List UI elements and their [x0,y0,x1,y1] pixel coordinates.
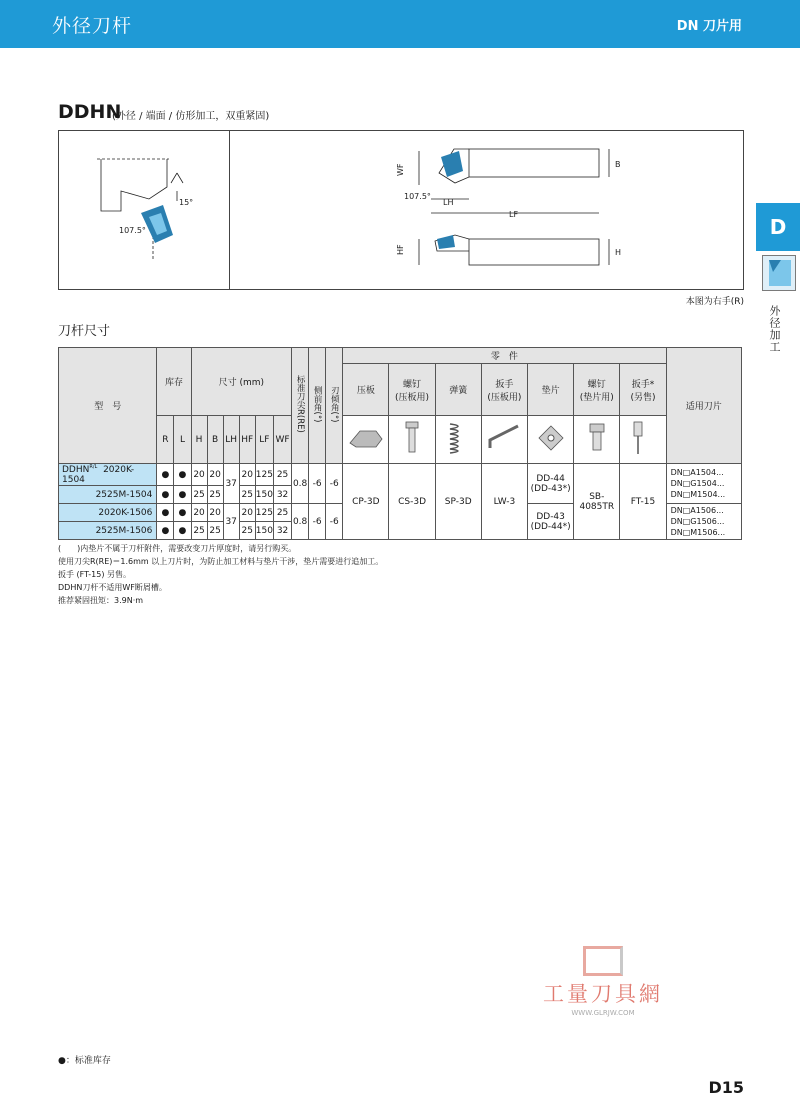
page-title: 外径刀杆 [52,15,133,37]
angle-107-label-left: 107.5° [119,226,146,235]
table-row: 2525M-1504 ● ● 25 25 25 150 32 [59,486,742,504]
col-inclination: 刃倾角(°) [326,348,343,464]
note-line: ( )内垫片不属于刀杆附件，需要改变刀片厚度时，请另行购买。 [58,544,297,553]
table-row: $DDHN^{R/L}$ 2020K-1504 ● ● 20 20 37 20 125 25 0.8 -6 -6 CP-3D CS-3D SP-3D LW-3 DD-44 (DD-43*) SB-4085TR FT-15 DN□A1504... DN□G1504... DN□M1504... [59,464,742,486]
col-model: 型 号 [59,348,157,464]
part-wrench-header: 扳手 (压板用) [481,364,527,416]
hex-wrench-icon [481,416,527,464]
hf-label: HF [396,244,405,255]
chapter-label: 外径加工 [768,305,781,353]
shim-screw-icon [574,416,620,464]
turning-tool-icon [762,255,796,291]
table-row: 2020K-1506 ● ● 20 20 37 20 125 25 0.8 -6 -6 DD-43 (DD-44*) DN□A1506... DN□G1506... DN□M1506... [59,504,742,522]
tool-diagram [58,130,744,290]
part-spring-header: 弹簧 [435,364,481,416]
note-line: 推荐紧固扭矩：3.9N·m [58,596,144,605]
model-cell: $DDHN^{R/L}$ 2020K-1504 [59,464,157,486]
part-clamp-header: 压板 [343,364,389,416]
table-notes [58,542,383,607]
insert-shape-top [441,151,463,177]
part-screw-header: 螺钉 (压板用) [389,364,435,416]
dim-hf-header: HF [239,416,255,464]
note-line: 扳手 (FT-15) 另售。 [58,570,132,579]
model-description: (外径 / 端面 / 仿形加工，双重紧固) [112,111,270,122]
diagram-note: 本图为右手(R) [685,297,744,307]
torx-wrench-icon [620,416,666,464]
dim-h-header: H [191,416,207,464]
watermark [538,946,668,1017]
dim-lf-header: LF [255,416,273,464]
insert-shape-side [437,235,455,249]
page-number: D15 [708,1078,744,1097]
dim-wf-header: WF [274,416,292,464]
watermark-url: WWW.GLRJW.COM [571,1009,635,1017]
col-parts: 零 件 [343,348,666,364]
angle-107-label-right: 107.5° [404,192,431,201]
spring-icon [435,416,481,464]
part-shim-header: 垫片 [528,364,574,416]
stock-r-header: R [157,416,174,464]
stock-legend: ●：标准库存 [58,1056,111,1066]
page-header [0,0,800,48]
angle-15-label: 15° [179,198,194,207]
col-dimensions: 尺寸 (mm) [191,348,292,416]
watermark-logo-icon [583,946,623,976]
dim-lh-header: LH [223,416,239,464]
section-title: 刀杆尺寸 [58,324,111,339]
shim-icon [528,416,574,464]
clamp-icon [343,416,389,464]
col-stock: 库存 [157,348,191,416]
dim-b-header: B [207,416,223,464]
col-insert: 适用刀片 [666,348,741,464]
series-label: DN 刀片用 [676,19,742,34]
watermark-name: 工量刀具網 [543,982,663,1006]
model-name: DDHN [58,101,122,123]
wf-label: WF [396,163,405,176]
table-row: 2525M-1506 ● ● 25 25 25 150 32 [59,522,742,540]
lf-label: LF [509,210,519,219]
part-wrench2-header: 扳手* (另售) [620,364,666,416]
holder-spec-table [58,347,742,540]
lh-label: LH [443,198,454,207]
col-re: 标准刀尖R(RE) [292,348,309,464]
h-label: H [615,248,622,257]
stock-l-header: L [174,416,191,464]
note-line: 使用刀尖R(RE)＝1.6mm 以上刀片时，为防止加工材料与垫片干涉，垫片需要进行追加工。 [58,557,384,566]
b-label: B [615,160,621,169]
screw-icon [389,416,435,464]
col-rake: 侧前角(°) [309,348,326,464]
part-shim-screw-header: 螺钉 (垫片用) [574,364,620,416]
holder-drawing [59,131,745,291]
chapter-tab[interactable]: D [756,203,800,251]
note-line: DDHN刀杆不适用WF断屑槽。 [58,583,167,592]
